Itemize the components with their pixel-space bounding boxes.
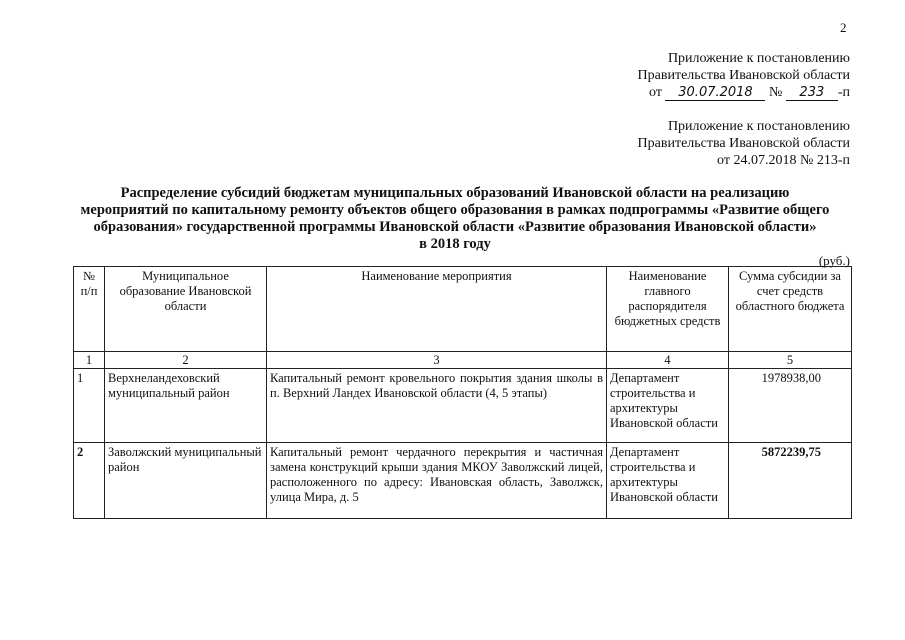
title-line-2: мероприятий по капитальному ремонту объектов общего образования в рамках подпрограммы «Развитие общего [80, 202, 830, 218]
appendix-header-previous [638, 118, 850, 169]
row-municipality: Верхнеландеховский муниципальный район [105, 369, 267, 443]
title-line-4: в 2018 году [419, 236, 491, 252]
appendix-line-2: Правительства Ивановской области [637, 68, 850, 83]
table-row [74, 369, 852, 443]
appendix-line-3: от 24.07.2018 № 213-п [717, 153, 850, 168]
table-row [74, 443, 852, 519]
row-administrator: Департамент строительства и архитектуры Ивановской области [607, 369, 729, 443]
column-number: 4 [607, 352, 729, 369]
decree-number-label: № [768, 85, 783, 100]
column-number: 1 [74, 352, 105, 369]
appendix-line-1: Приложение к постановлению [667, 51, 850, 66]
row-amount: 5872239,75 [729, 443, 852, 519]
decree-date-handwritten: 30.07.2018 [665, 86, 765, 101]
header-municipality: Муниципальное образование Ивановской области [105, 267, 267, 352]
title-line-1: Распределение субсидий бюджетам муниципальных образований Ивановской области на реализацию [120, 185, 790, 201]
column-number: 2 [105, 352, 267, 369]
row-event: Капитальный ремонт кровельного покрытия здания школы в п. Верхний Ландех Ивановской области (4, 5 этапы) [267, 369, 607, 443]
row-administrator: Департамент строительства и архитектуры Ивановской области [607, 443, 729, 519]
header-num: № п/п [74, 267, 105, 352]
page-number: 2 [840, 20, 847, 35]
header-administrator: Наименование главного распорядителя бюджетных средств [607, 267, 729, 352]
header-amount: Сумма субсидии за счет средств областного бюджета [729, 267, 852, 352]
decree-suffix: -п [837, 85, 850, 100]
appendix-line-1: Приложение к постановлению [667, 119, 850, 134]
decree-prefix: от [649, 85, 662, 100]
column-number: 3 [267, 352, 607, 369]
row-amount: 1978938,00 [729, 369, 852, 443]
row-num: 1 [74, 369, 105, 443]
column-number: 5 [729, 352, 852, 369]
column-number-row [74, 352, 852, 369]
subsidy-table [73, 266, 852, 519]
currency-unit: (руб.) [818, 253, 850, 268]
row-municipality: Заволжский муниципальный район [105, 443, 267, 519]
title-line-3: образования» государственной программы Ивановской области «Развитие образования Ивановской области» [93, 219, 817, 235]
document-title [60, 185, 850, 253]
appendix-decree-line [638, 84, 850, 101]
appendix-header-current [638, 50, 850, 101]
row-num: 2 [74, 443, 105, 519]
table-header-row [74, 267, 852, 352]
appendix-line-2: Правительства Ивановской области [637, 136, 850, 151]
row-event: Капитальный ремонт чердачного перекрытия и частичная замена конструкций крыши здания МКОУ Заволжский лицей, расположенного по адресу: Ивановская область, Заволжск, улица Мира, д. 5 [267, 443, 607, 519]
decree-number-handwritten: 233 [786, 86, 838, 101]
header-event: Наименование мероприятия [267, 267, 607, 352]
